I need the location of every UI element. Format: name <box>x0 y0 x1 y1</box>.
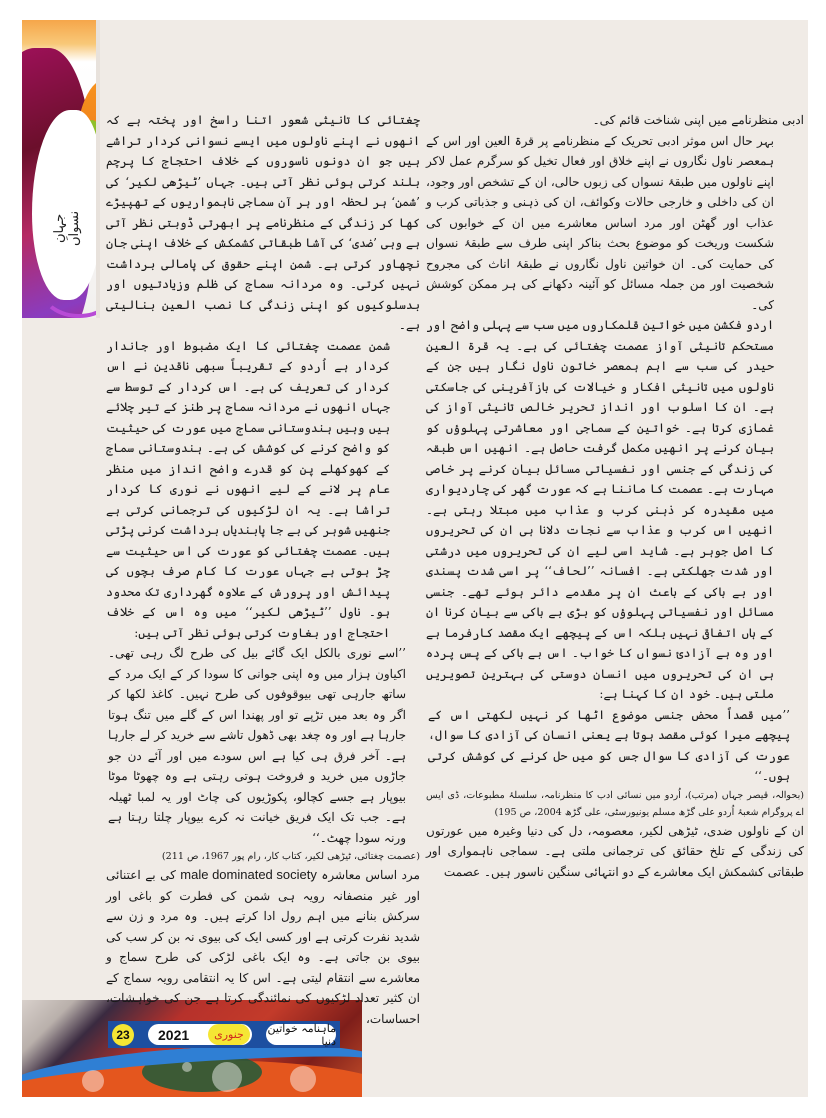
issue-month: جنوری <box>208 1024 250 1045</box>
paragraph: چغتائی کا تانیثی شعور اتنا راسخ اور پختہ ہے کہ انھوں نے اپنے ناولوں میں ایسے نسوانی کردار تراشے ہیں جو ان دونوں ناسوروں کے خلاف احتجاج کا پرچم بلند کرتی ہوئی نظر آتی ہیں۔ جہاں ’ٹیڑھی لکیر‘ کی ’شمن‘ ہر لحظہ اور ہر آن سماجی ناہمواریوں کے تھپیڑے کھا کر زندگی کے منظرنامے پر ابھرتی ڈوبتی نظر آتی ہے وہی ’ضدی‘ کی آشا طبقاتی کشمکش کے خلاف اپنی جان نچھاور کرتی ہے۔ شمن اپنے حقوق کی پامالی برداشت نہیں کرتی۔ وہ مردانہ سماج کی ظلم وزیادتیوں اور بدسلوکیوں کو اپنی زندگی کا نصب العین بنالیتی ہے۔ <box>106 113 420 332</box>
issue-year: 2021 <box>158 1026 190 1043</box>
block-quote: ’’اسے نوری بالکل ایک گائے بیل کی طرح لگ رہی تھی۔ اکیاون ہزار میں وہ اپنی جوانی کا سودا کر کے ایک مرد کے ساتھ جارہی تھی بیوقوفوں کی طرح نہیں۔ کاغذ لکھا کر اگر وہ بعد میں تڑپے تو اور پھندا اس کے گلے میں تنگ ہوتا جارہا ہے اور وہ چغد بھی ڈھول تاشے سے خرید کر لے جارہا ہے۔ آخر فرق ہی کیا ہے اس سودے میں اور آئے دن جو جاڑوں میں خرید و فروخت ہوتی رہتی ہے وہ چھوٹا موٹا بیوپار ہے جسے کچالو، پکوڑیوں کی چاٹ اور یہ لمبا ٹھیلہ ہے۔ جب تک ایک فریق خیانت نہ کرے بیوپار چلتا رہتا ہے ورنہ سودا چھٹ۔‘‘ <box>108 646 406 845</box>
citation: (عصمت چغتائی، ٹیڑھی لکیر، کتاب کار، رام پور 1967، ص 211) <box>161 851 420 862</box>
section-label: جہانِ نسواں <box>52 210 82 246</box>
paragraph: اردو فکشن میں خواتین قلمکاروں میں سب سے پہلی واضح اور مستحکم تانیثی آواز عصمت چغتائی کی ہے۔ یہ قرۃ العین حیدر کی سب سے اہم ہمعصر خاتون ناول نگار ہیں جن کے ناولوں میں تانیثی افکار و خیالات کی بازآفرینی کی جاسکتی ہے۔ ان کا اسلوب اور انداز تحریر خالص تانیثی آواز کی غمازی کرتا ہے۔ خواتین کے سماجی اور معاشرتی پہلوؤں کو بیان کرنے پر انھیں مکمل گرفت حاصل ہے۔ انھیں اس طبقہ کی زندگی کے جنسی اور نفسیاتی مسائل بیان کرنے پر خاصی مہارت ہے۔ عصمت کا ماننا ہے کہ عورت گھر کی چاردیواری میں مقیدرہ کر ذہنی کرب و عذاب میں مبتلا رہتی ہے۔ انھیں اس کرب و عذاب سے نجات دلانا ہی ان کی تحریروں کا اصل جوہر ہے۔ شاید اسی لیے ان کی تحریروں میں درشتی اور شدت جھلکتی ہے۔ افسانہ ’’لحاف‘‘ پر اسی شدت پسندی اور بے باکی کے باعث ان پر مقدمے دائر ہوئے تھے۔ جنسی مسائل اور نفسیاتی پہلوؤں کو بڑی بے باکی سے بیان کرنا ان کے ہاں اتفاقی نہیں بلکہ اس کے پیچھے ایک مقصد کارفرما ہے اور وہ ہے آزادیٔ نسواں کا خواب۔ اس بے باکی کے پس پردہ ہی ان کی تحریروں میں انسان دوستی کی بہترین تصویریں ملتی ہیں۔ خود ان کا کہنا ہے: <box>426 318 774 701</box>
paragraph: ان کے ناولوں ضدی، ٹیڑھی لکیر، معصومہ، دل کی دنیا وغیرہ میں عورتوں کی زندگی کے تلخ حقائق کی ترجمانی ملتی ہے۔ سماجی ناہمواری اور طبقاتی کشمکش ایک معاشرے کے دو انتہائی سنگین ناسور ہیں۔ عصمت <box>426 823 804 879</box>
magazine-title: ماہنامہ خواتین دنیا <box>267 1021 336 1048</box>
paragraph: شمن عصمت چغتائی کا ایک مضبوط اور جاندار کردار ہے اُردو کے تقریباً سبھی ناقدین نے اس کردار کی تعریف کی ہے۔ اس کردار کے توسط سے جہاں انھوں نے مردانہ سماج پر طنز کے تیر چلائے ہیں وہیں ہندوستانی سماج میں عورت کی حیثیت کو واضح کرنے کی کوشش کی ہے۔ ہندوستانی سماج کے کھوکھلے پن کو قدرے واضح انداز میں منظر عام پر لانے کے لیے انھوں نے نوری کا کردار تراشا ہے۔ یہ ان لڑکیوں کی ترجمانی کرتی ہے جنھیں شوہر کی بے جا پابندیاں برداشت کرنی پڑتی ہیں۔ عصمت چغتائی کو عورت کی اس حیثیت سے چڑ ہوتی ہے جہاں عورت کا کام صرف بچوں کی پیدائش اور پرورش کے علاوہ گھرداری تک محدود ہو۔ ناول ’’ٹیڑھی لکیر‘‘ میں وہ اس کے خلاف احتجاج اور بغاوت کرتی ہوئی نظر آتی ہیں: <box>106 338 390 640</box>
decorative-bubble <box>212 1062 242 1092</box>
decorative-bubble <box>182 1062 192 1072</box>
side-banner <box>22 20 100 318</box>
left-column <box>106 110 420 1029</box>
block-quote: ’’میں قصداً محض جنسی موضوع اٹھا کر نہیں لکھتی اس کے پیچھے میرا کوئی مقصد ہوتا ہے یعنی انسان کی آزادی کا سوال، عورت کی آزادی کا سوال جس کو میں حل کرنے کی کوشش کرتی ہوں۔‘‘ <box>428 707 790 783</box>
paragraph: ادبی منظرنامے میں اپنی شناخت قائم کی۔ <box>592 113 804 127</box>
paragraph-suffix: کی بے اعتنائی اور غیر منصفانہ رویہ ہی شمن کی فطرت کو باغی اور سرکش بنانے میں اہم رول ادا کرتے ہیں۔ وہ مرد و زن سے شدید نفرت کرتی ہے اور کسی ایک کی بیوی نہ بن کر سب کی بیوی بن جاتی ہے۔ وہ ایک باغی لڑکی کی طرح سماج و معاشرے سے انتقام لیتی ہے۔ اس کا یہ انتقامی رویہ سماج کے ان کثیر تعداد لڑکیوں کی نمائندگی کرتا ہے جن کی خواہشات، احساسات، <box>106 868 420 1026</box>
paragraph <box>106 865 420 1029</box>
banner-edge <box>96 20 100 318</box>
paragraph: بہر حال اس موثر ادبی تحریک کے منظرنامے پر قرۃ العین اور اس کے ہمعصر ناول نگاروں نے اپنے خلاق اور فعال تخیل کو سرگرم عمل لاکر اپنے ناولوں میں طبقۂ نسواں کی زبوں حالی، ان کے تشخص اور وجود، ان کی داخلی و خارجی حالات وکوائف، ان کی ذہنی و جذباتی کرب و عذاب اور گھٹن اور مرد اساس معاشرے میں ان کے خوابوں کی شکست وریخت کو موضوع بحث بناکر اپنی طرف سے طبقۂ نسواں کی حمایت کی۔ ان خواتین ناول نگاروں نے طبقۂ اناث کی مجروح شخصیت اور من جملہ مسائل کو آئینہ دکھانے کی ہر ممکن کوشش کی۔ <box>426 133 774 312</box>
page-number: 23 <box>112 1024 134 1046</box>
right-column <box>426 110 804 882</box>
english-phrase: male dominated society <box>180 867 317 882</box>
decorative-bubble <box>82 1070 104 1092</box>
decorative-bubble <box>290 1066 316 1092</box>
paragraph-prefix: مرد اساس معاشرہ <box>321 868 420 882</box>
citation: (بحوالہ، قیصر جہاں (مرتب)، اُردو میں نسائی ادب کا منظرنامہ، سلسلۂ مطبوعات، ڈی ایس اے پروگرام شعبۂ اُردو علی گڑھ مسلم یونیورسٹی، علی گڑھ 2004، ص 195) <box>426 789 804 818</box>
